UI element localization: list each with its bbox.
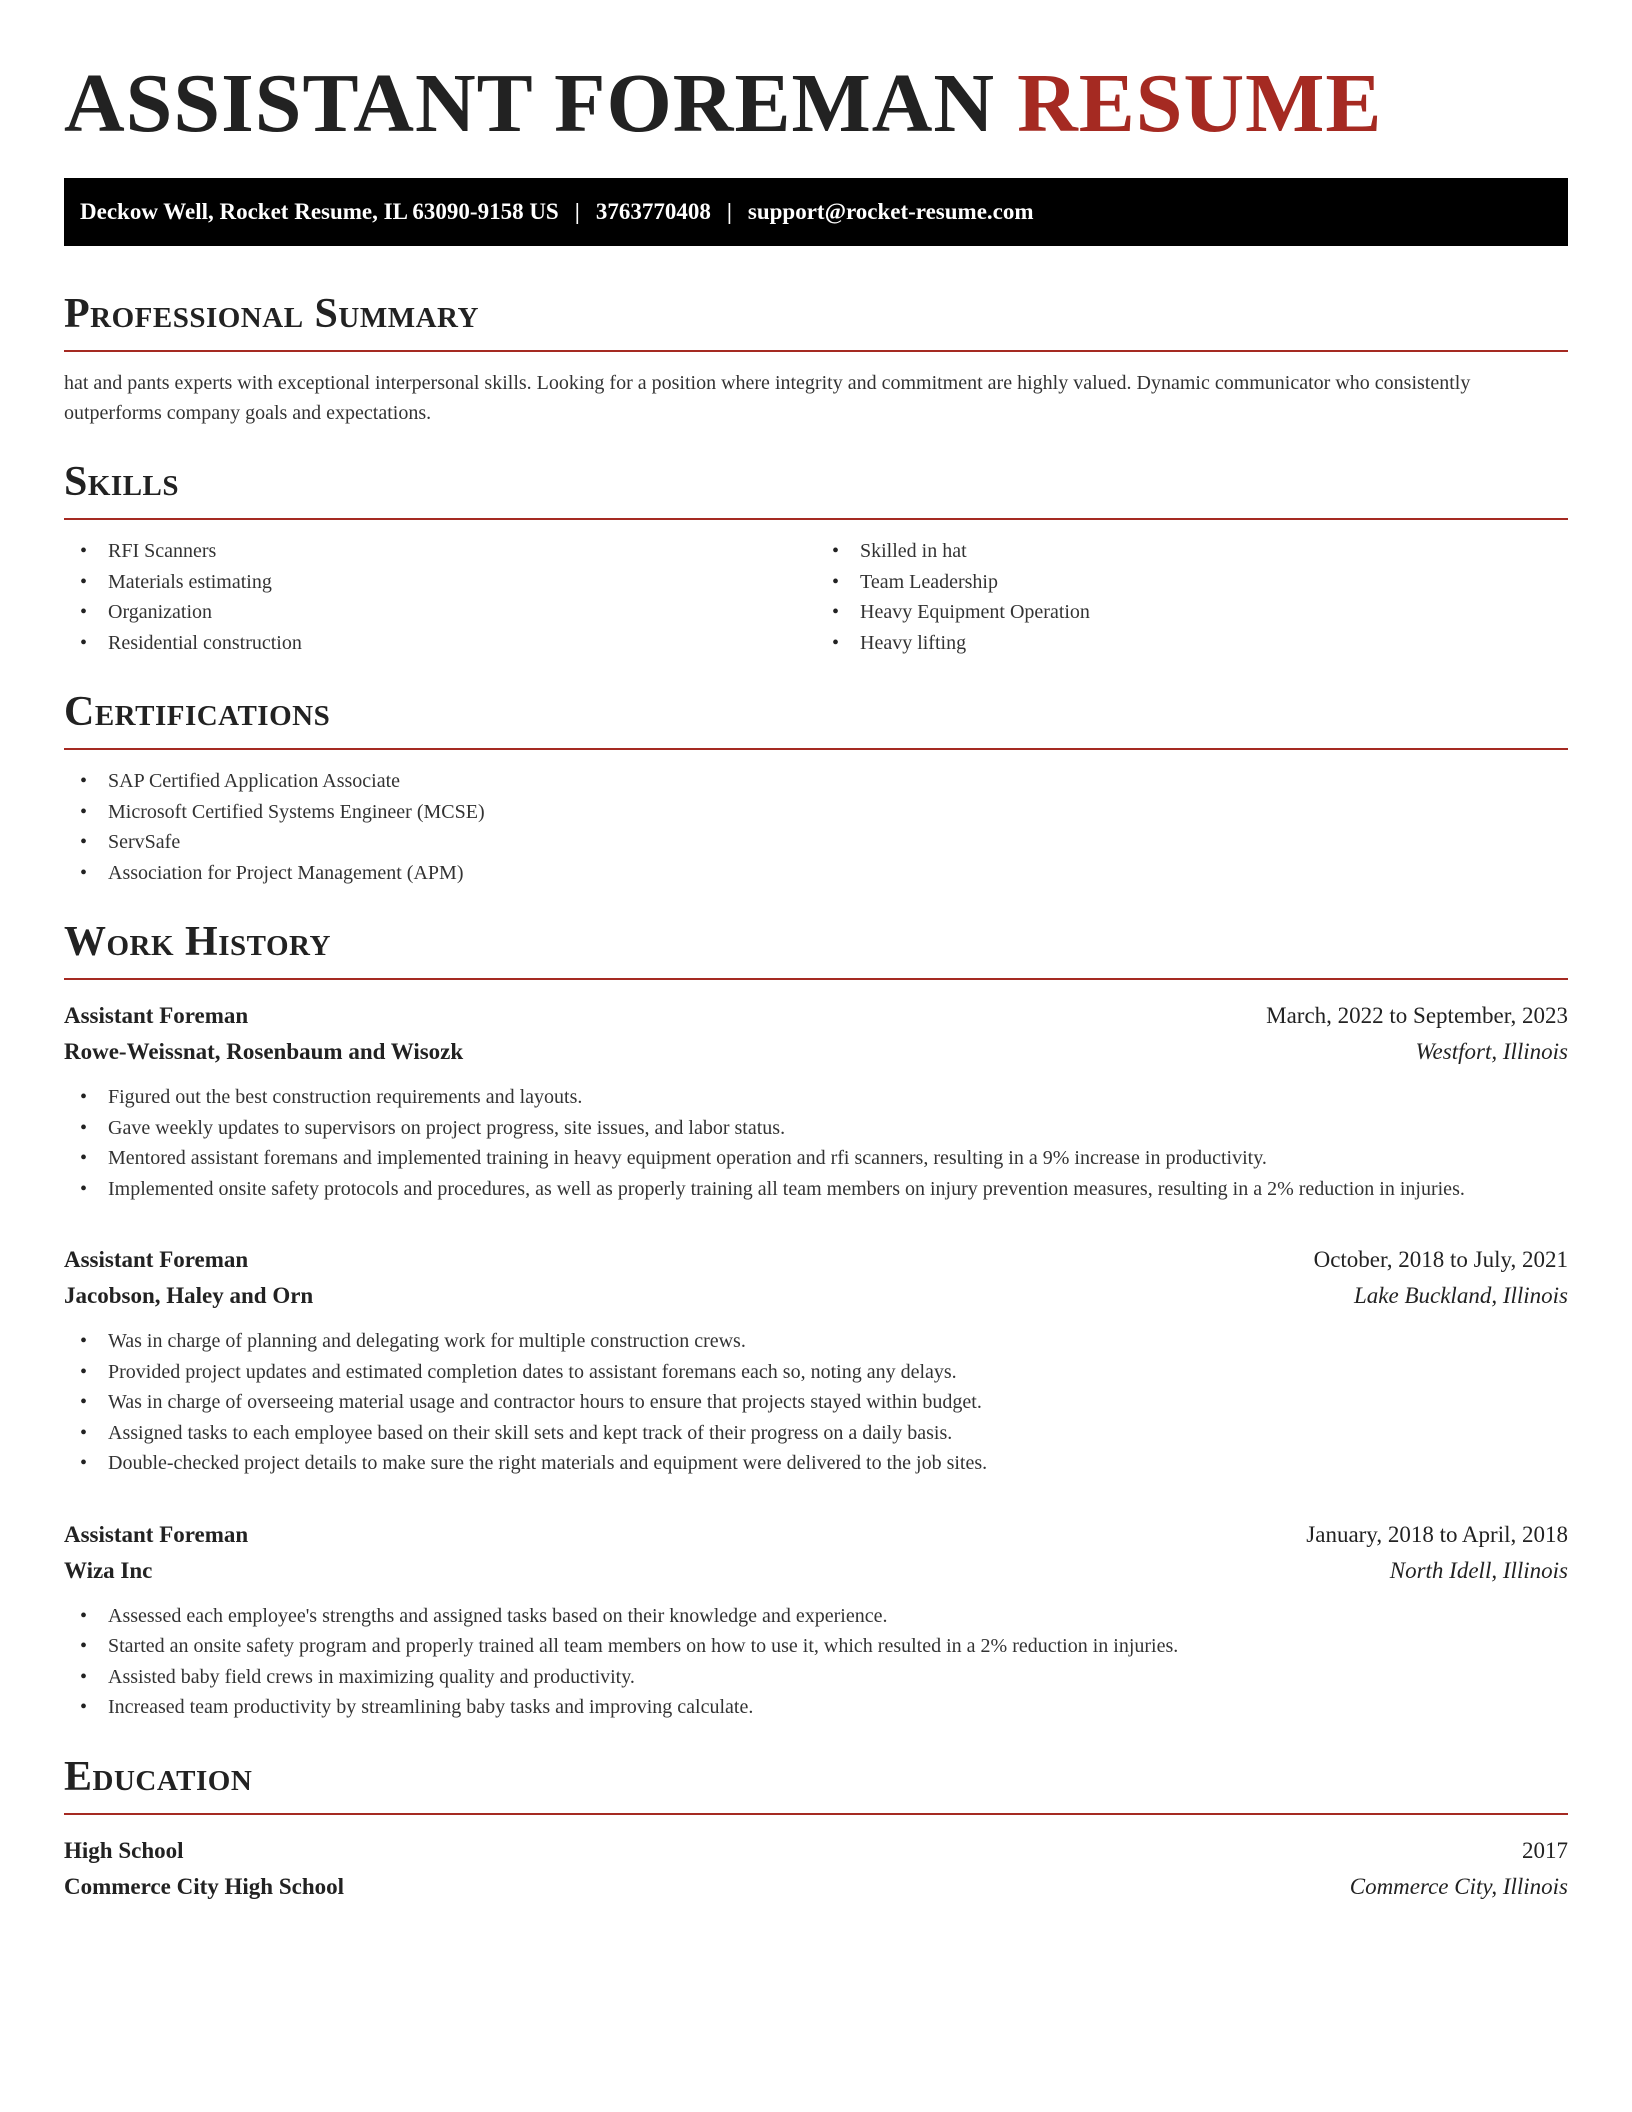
job-dates: October, 2018 to July, 2021 bbox=[1313, 1247, 1568, 1272]
education-location: Commerce City, Illinois bbox=[1349, 1873, 1568, 1899]
job-bullet: • Was in charge of overseeing material usage and contractor hours to ensure that projects stayed within budget. bbox=[64, 1387, 1568, 1418]
education-school-row bbox=[64, 1869, 1568, 1905]
certifications-heading: Certifications bbox=[64, 688, 1568, 750]
work-history-section bbox=[64, 918, 1568, 1723]
certifications-list bbox=[64, 766, 1568, 888]
job-company-row bbox=[64, 1553, 1568, 1589]
job-bullets bbox=[64, 1601, 1568, 1723]
education-degree-row bbox=[64, 1833, 1568, 1869]
job-bullet: • Gave weekly updates to supervisors on project progress, site issues, and labor status. bbox=[64, 1113, 1568, 1144]
job-entry bbox=[64, 998, 1568, 1204]
skill-item: • Skilled in hat bbox=[816, 536, 1568, 567]
certification-item: • Association for Project Management (APM) bbox=[64, 858, 1568, 889]
job-bullet: • Provided project updates and estimated completion dates to assistant foremans each so, noting any delays. bbox=[64, 1357, 1568, 1388]
resume-title bbox=[64, 58, 1568, 150]
job-header-row bbox=[64, 1242, 1568, 1278]
job-dates: March, 2022 to September, 2023 bbox=[1266, 1003, 1568, 1028]
job-company: Rowe-Weissnat, Rosenbaum and Wisozk bbox=[64, 1039, 464, 1064]
job-bullet: • Mentored assistant foremans and implemented training in heavy equipment operation and rfi scanners, resulting in a 9% increase in productivity. bbox=[64, 1143, 1568, 1174]
skill-item: • Organization bbox=[64, 597, 816, 628]
skills-grid bbox=[64, 536, 1568, 658]
job-title: Assistant Foreman bbox=[64, 1521, 249, 1547]
job-bullet: • Was in charge of planning and delegating work for multiple construction crews. bbox=[64, 1326, 1568, 1357]
summary-heading: Professional Summary bbox=[64, 290, 1568, 352]
title-accent: RESUME bbox=[1017, 57, 1383, 150]
skill-item: • RFI Scanners bbox=[64, 536, 816, 567]
job-bullet: • Assisted baby field crews in maximizing quality and productivity. bbox=[64, 1662, 1568, 1693]
contact-phone: 3763770408 bbox=[595, 199, 711, 224]
job-entry bbox=[64, 1242, 1568, 1479]
skill-item: • Team Leadership bbox=[816, 567, 1568, 598]
job-location: North Idell, Illinois bbox=[1389, 1557, 1568, 1583]
job-company-row bbox=[64, 1278, 1568, 1314]
job-bullets bbox=[64, 1082, 1568, 1204]
summary-section bbox=[64, 290, 1568, 428]
job-dates: January, 2018 to April, 2018 bbox=[1306, 1521, 1568, 1547]
job-bullet: • Double-checked project details to make sure the right materials and equipment were delivered to the job sites. bbox=[64, 1448, 1568, 1479]
job-location: Westfort, Illinois bbox=[1415, 1039, 1568, 1064]
contact-separator: | bbox=[726, 199, 732, 224]
contact-address: Deckow Well, Rocket Resume, IL 63090-9158 US bbox=[80, 199, 559, 224]
education-school: Commerce City High School bbox=[64, 1873, 345, 1899]
certifications-section bbox=[64, 688, 1568, 888]
education-degree: High School bbox=[64, 1837, 184, 1863]
education-heading: Education bbox=[64, 1753, 1568, 1815]
skill-item: • Heavy Equipment Operation bbox=[816, 597, 1568, 628]
education-section bbox=[64, 1753, 1568, 1905]
summary-text: hat and pants experts with exceptional interpersonal skills. Looking for a position where integrity and commitment are highly valued. Dynamic communicator who consistently outperforms company goals and expectations. bbox=[64, 372, 1471, 424]
job-bullets bbox=[64, 1326, 1568, 1479]
skills-list-right bbox=[816, 536, 1568, 658]
job-company: Jacobson, Haley and Orn bbox=[64, 1283, 314, 1308]
work-history-heading: Work History bbox=[64, 918, 1568, 980]
job-company-row bbox=[64, 1034, 1568, 1070]
job-bullet: • Assigned tasks to each employee based on their skill sets and kept track of their progress on a daily basis. bbox=[64, 1418, 1568, 1449]
skills-section bbox=[64, 458, 1568, 658]
skill-item: • Materials estimating bbox=[64, 567, 816, 598]
job-bullet: • Increased team productivity by streamlining baby tasks and improving calculate. bbox=[64, 1692, 1568, 1723]
skills-list-left bbox=[64, 536, 816, 658]
certification-item: • ServSafe bbox=[64, 827, 1568, 858]
contact-separator: | bbox=[574, 199, 580, 224]
title-main: ASSISTANT FOREMAN bbox=[64, 57, 996, 150]
job-bullet: • Figured out the best construction requirements and layouts. bbox=[64, 1082, 1568, 1113]
contact-bar bbox=[64, 178, 1568, 246]
certification-item: • Microsoft Certified Systems Engineer (MCSE) bbox=[64, 797, 1568, 828]
job-entry bbox=[64, 1517, 1568, 1723]
education-entry bbox=[64, 1833, 1568, 1905]
job-bullet: • Implemented onsite safety protocols and procedures, as well as properly training all team members on injury prevention measures, resulting in a 2% reduction in injuries. bbox=[64, 1174, 1568, 1205]
skill-item: • Heavy lifting bbox=[816, 628, 1568, 659]
skill-item: • Residential construction bbox=[64, 628, 816, 659]
education-year: 2017 bbox=[1522, 1837, 1568, 1863]
job-title: Assistant Foreman bbox=[64, 1247, 249, 1272]
certification-item: • SAP Certified Application Associate bbox=[64, 766, 1568, 797]
skills-heading: Skills bbox=[64, 458, 1568, 520]
job-bullet: • Started an onsite safety program and properly trained all team members on how to use it, which resulted in a 2% reduction in injuries. bbox=[64, 1631, 1568, 1662]
job-header-row bbox=[64, 998, 1568, 1034]
contact-email: support@rocket-resume.com bbox=[747, 199, 1034, 224]
job-bullet: • Assessed each employee's strengths and assigned tasks based on their knowledge and experience. bbox=[64, 1601, 1568, 1632]
job-title: Assistant Foreman bbox=[64, 1003, 249, 1028]
job-location: Lake Buckland, Illinois bbox=[1354, 1283, 1568, 1308]
job-header-row bbox=[64, 1517, 1568, 1553]
job-company: Wiza Inc bbox=[64, 1557, 153, 1583]
